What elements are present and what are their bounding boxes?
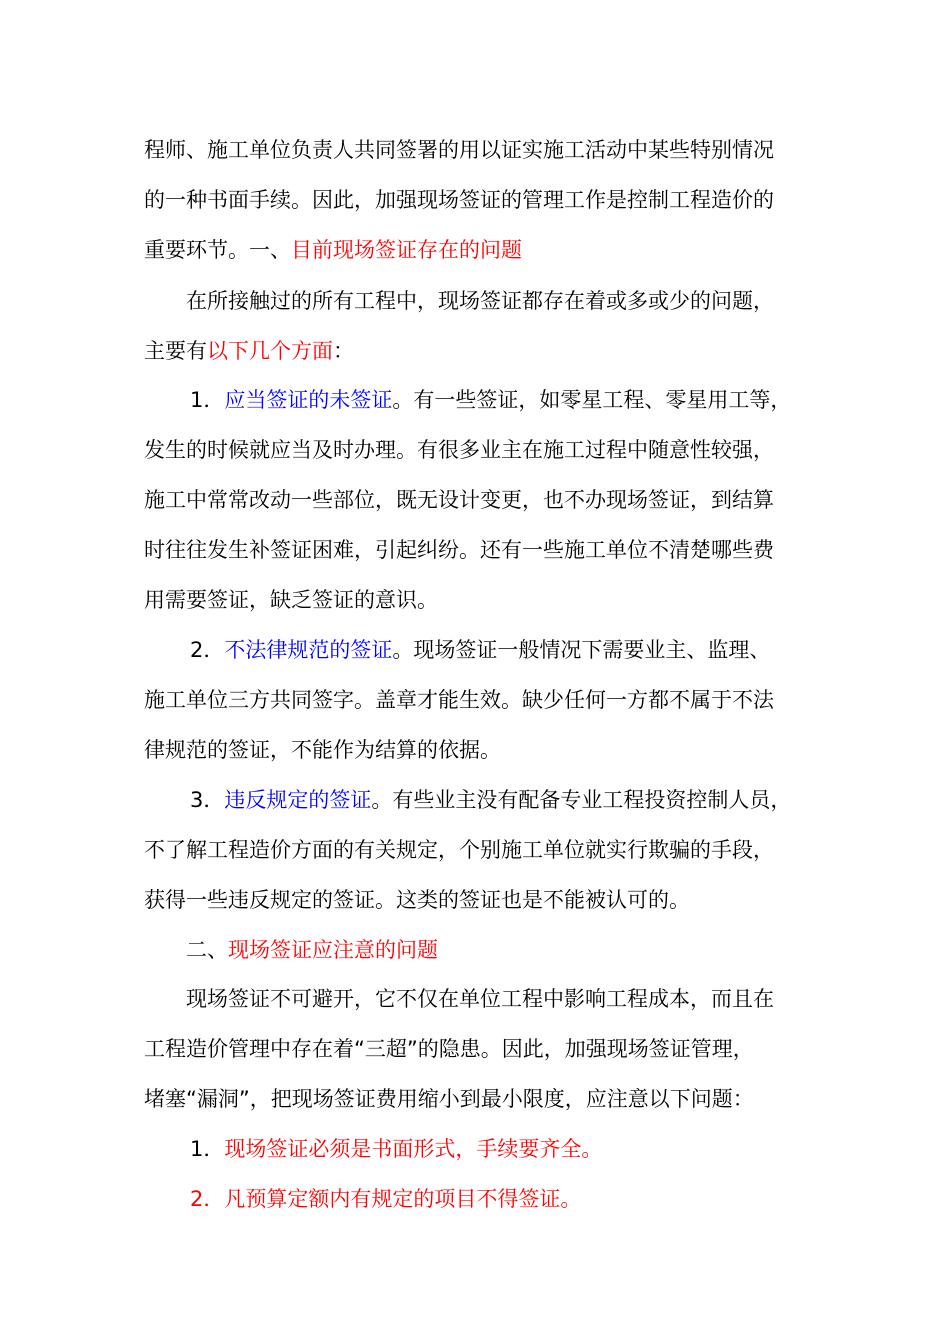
body-text-line: 用需要签证，缺乏签证的意识。 (144, 588, 438, 612)
list-item-5 (190, 1186, 581, 1212)
list-item-1 (190, 387, 791, 413)
list-item-heading: 凡预算定额内有规定的项目不得签证。 (224, 1187, 582, 1211)
body-text-line: 施工单位三方共同签字。盖章才能生效。缺少任何一方都不属于不法 (144, 688, 774, 712)
body-text-line: 堵塞“漏洞”，把现场签证费用缩小到最小限度，应注意以下问题： (144, 1087, 754, 1111)
list-item-heading: 违反规定的签证 (224, 788, 372, 812)
section-heading-1: 目前现场签证存在的问题 (291, 238, 522, 262)
body-text: 。有一些签证，如零星工程、零星用工等， (392, 388, 792, 412)
body-text-line: 不了解工程造价方面的有关规定，个别施工单位就实行欺骗的手段， (144, 838, 774, 862)
body-text-line: 时往往发生补签证困难，引起纠纷。还有一些施工单位不清楚哪些费 (144, 538, 774, 562)
body-text: ： (333, 339, 354, 363)
list-item-heading: 现场签证必须是书面形式，手续要齐全。 (224, 1137, 603, 1161)
highlight-text: 以下几个方面 (207, 339, 333, 363)
list-number: 1． (190, 1137, 225, 1161)
body-text: 。现场签证一般情况下需要业主、监理、 (392, 638, 771, 662)
body-text-line: 工程造价管理中存在着“三超”的隐患。因此，加强现场签证管理， (144, 1037, 754, 1061)
body-text: 。有些业主没有配备专业工程投资控制人员， (371, 788, 792, 812)
body-text: 重要环节。一、 (144, 238, 291, 262)
body-text-line (144, 237, 522, 263)
list-number: 1． (190, 388, 225, 412)
list-item-3 (190, 787, 791, 813)
body-text-line: 发生的时候就应当及时办理。有很多业主在施工过程中随意性较强， (144, 438, 774, 462)
list-item-4 (190, 1136, 602, 1162)
body-text-line: 施工中常常改动一些部位，既无设计变更，也不办现场签证，到结算 (144, 488, 774, 512)
list-item-heading: 不法律规范的签证 (224, 638, 393, 662)
list-number: 3． (190, 788, 225, 812)
body-text-line (144, 338, 354, 364)
list-item-2 (190, 637, 770, 663)
body-text-line: 获得一些违反规定的签证。这类的签证也是不能被认可的。 (144, 888, 690, 912)
section-heading-2: 现场签证应注意的问题 (228, 938, 438, 962)
body-text-line: 的一种书面手续。因此，加强现场签证的管理工作是控制工程造价的 (144, 188, 774, 212)
body-text: 二、 (186, 938, 228, 962)
section-heading-2-line (186, 937, 438, 963)
list-number: 2． (190, 1187, 225, 1211)
body-text-line: 律规范的签证，不能作为结算的依据。 (144, 738, 501, 762)
body-text-line: 在所接触过的所有工程中，现场签证都存在着或多或少的问题， (186, 289, 774, 313)
list-item-heading: 应当签证的未签证 (224, 388, 393, 412)
body-text-line: 现场签证不可避开，它不仅在单位工程中影响工程成本，而且在 (186, 987, 774, 1011)
body-text-line: 程师、施工单位负责人共同签署的用以证实施工活动中某些特别情况 (144, 138, 774, 162)
body-text: 主要有 (144, 339, 207, 363)
list-number: 2． (190, 638, 225, 662)
